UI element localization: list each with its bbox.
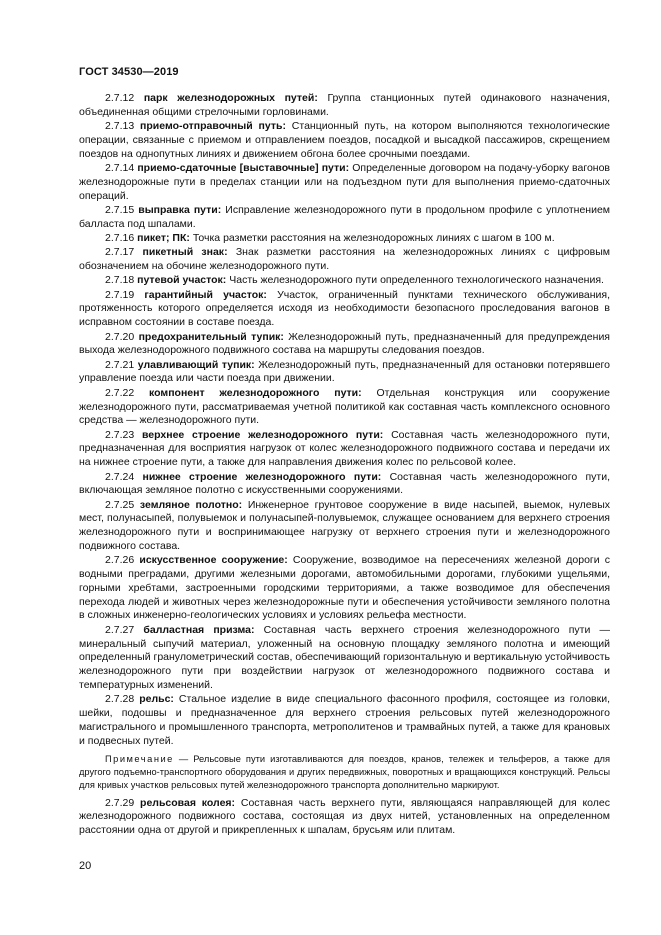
term-number: 2.7.21 xyxy=(105,358,135,371)
note-text: Рельсовые пути изготавливаются для поездов, кранов, тележек и тельферов, а также для другого подъемно-транспортного оборудования и других передвижных, поворотных и вращающихся конструкций. Рельсы для кривых участков рельсовых путей железнодорожного транспорта дополнительно маркируют. xyxy=(79,754,610,790)
term-number: 2.7.22 xyxy=(105,386,135,399)
term-number: 2.7.19 xyxy=(105,288,135,301)
term-definition: Составная часть железнодорожного пути, включающая земляное полотно с искусственными сооружениями. xyxy=(79,470,611,497)
term-entry xyxy=(79,624,610,693)
term-number: 2.7.29 xyxy=(105,796,135,809)
term-title: улавливающий тупик: xyxy=(137,358,255,371)
term-entry xyxy=(79,331,610,359)
page-number: 20 xyxy=(79,860,92,872)
term-definition: Сооружение, возводимое на пересечениях железной дороги с водными преградами, другими железными дорогами, автомобильными дорогами, глубокими ущельями, горными хребтами, застроенными городскими территориями, а также возводимое для обеспечения перехода людей и животных через железнодорожные пути и обеспечения устойчивости земляного полотна в сложных инженерно-геологических условиях и условиях рельефа местности. xyxy=(79,554,611,622)
term-definition: Составная часть железнодорожного пути, предназначенная для восприятия нагрузок от колес железнодорожного подвижного состава и передачи их на нижнее строение пути, а также для направления движения колес по рельсовой колее. xyxy=(79,428,610,469)
term-entry xyxy=(79,274,610,288)
term-definition: Точка разметки расстояния на железнодорожных линиях с шагом в 100 м. xyxy=(192,231,555,244)
term-entry xyxy=(79,471,610,499)
term-title: выправка пути: xyxy=(138,203,222,216)
term-entry xyxy=(79,554,610,623)
document-body xyxy=(79,92,610,838)
term-entry xyxy=(79,120,610,161)
term-entry xyxy=(79,246,610,274)
term-title: верхнее строение железнодорожного пути: xyxy=(141,428,384,441)
term-definition: Участок, ограниченный пунктами технического обслуживания, протяженность которого определяется исходя из необходимости безопасного проследования вагонов в исправном состоянии в составе поезда. xyxy=(79,288,611,329)
term-title: искусственное сооружение: xyxy=(139,554,288,567)
term-title: балластная призма: xyxy=(143,623,255,636)
document-header: ГОСТ 34530—2019 xyxy=(79,66,179,78)
term-title: пикетный знак: xyxy=(142,246,228,259)
term-number: 2.7.20 xyxy=(105,330,135,343)
term-definition: Инженерное грунтовое сооружение в виде насыпей, выемок, нулевых мест, полунасыпей, полувыемок и полунасыпей-полувыемок, служащее основанием для верхнего строения железнодорожного пути и воспринимающее нагрузку от верхнего строения пути и железнодорожного подвижного состава. xyxy=(79,498,611,552)
term-entry xyxy=(79,387,610,428)
term-number: 2.7.26 xyxy=(105,554,135,567)
term-definition: Определенные договором на подачу-уборку вагонов железнодорожные пути в пределах станции или на подъездном пути для выполнения приемо-сдаточных операций. xyxy=(79,161,611,202)
term-definition: Железнодорожный путь, предназначенный для остановки потерявшего управление поезда или части поезда при движении. xyxy=(79,358,610,385)
term-definition: Знак разметки расстояния на железнодорожных линиях с цифровым обозначением на обочине железнодорожного пути. xyxy=(79,246,611,273)
term-entry xyxy=(79,693,610,748)
term-number: 2.7.12 xyxy=(105,92,135,104)
term-title: предохранительный тупик: xyxy=(138,330,284,343)
term-number: 2.7.16 xyxy=(105,231,135,244)
term-title: приемо-сдаточные [выставочные] пути: xyxy=(137,161,350,174)
term-number: 2.7.13 xyxy=(105,120,135,133)
term-entry xyxy=(79,92,610,120)
term-definition: Составная часть верхнего пути, являющаяся направляющей для колес железнодорожного подвижного состава, состоящая из двух нитей, установленных на определенном расстоянии одна от другой и прикрепленных к шпалам, брусьям или плитам. xyxy=(79,796,610,837)
term-title: пикет; ПК: xyxy=(137,231,190,244)
note-dash: — xyxy=(178,754,189,765)
term-definition: Станционный путь, на котором выполняются технологические операции, связанные с приемом и отправлением поездов, посадкой и высадкой пассажиров, скрещением поездов на однопутных линиях и движением обгона более срочными поездами. xyxy=(79,120,611,160)
term-title: парк железнодорожных путей: xyxy=(143,92,318,104)
term-title: рельс: xyxy=(139,693,174,706)
term-title: приемо-отправочный путь: xyxy=(140,120,286,133)
term-entry xyxy=(79,797,610,838)
term-definition: Группа станционных путей одинакового назначения, объединенная общими стрелочными горловинами. xyxy=(79,92,610,118)
term-definition: Составная часть верхнего строения железнодорожного пути — минеральный сыпучий материал, уложенный на основную площадку земляного полотна и имеющий определенный гранулометрический состав, обеспечивающий горизонтальную и вертикальную устойчивость железнодорожного пути при воздействии нагрузок от железнодорожного подвижного состава и температурных изменений. xyxy=(79,623,611,691)
term-title: путевой участок: xyxy=(137,274,227,287)
term-definition: Стальное изделие в виде специального фасонного профиля, состоящее из головки, шейки, подошвы и предназначенное для верхнего строения рельсовых путей железнодорожного магистрального и промышленного транспорта, метрополитенов и трамвайных путей, а также для крановых и подвесных путей. xyxy=(79,693,611,747)
term-number: 2.7.27 xyxy=(105,623,135,636)
term-entry xyxy=(79,499,610,554)
term-definition: Часть железнодорожного пути определенного технологического назначения. xyxy=(229,274,604,287)
term-title: рельсовая колея: xyxy=(140,796,236,809)
term-title: нижнее строение железнодорожного пути: xyxy=(142,470,382,483)
term-title: компонент железнодорожного пути: xyxy=(149,386,362,399)
term-title: гарантийный участок: xyxy=(144,288,267,301)
term-title: земляное полотно: xyxy=(139,498,243,511)
term-number: 2.7.18 xyxy=(105,274,135,287)
term-number: 2.7.17 xyxy=(105,246,135,259)
term-number: 2.7.28 xyxy=(105,693,135,706)
term-number: 2.7.25 xyxy=(105,498,135,511)
term-entry xyxy=(79,204,610,232)
term-entry xyxy=(79,289,610,330)
term-entry xyxy=(79,232,610,246)
term-entry xyxy=(79,162,610,203)
note-label: Примечание xyxy=(105,754,174,765)
term-number: 2.7.24 xyxy=(105,470,135,483)
term-definition: Отдельная конструкция или сооружение железнодорожного пути, рассматриваемая учетной политикой как составная часть комплексного основного средства — железнодорожного пути. xyxy=(79,386,610,427)
term-number: 2.7.23 xyxy=(105,428,135,441)
term-list xyxy=(79,92,610,748)
term-number: 2.7.15 xyxy=(105,203,135,216)
term-entry xyxy=(79,429,610,470)
term-definition: Исправление железнодорожного пути в продольном профиле с уплотнением балласта под шпалами. xyxy=(79,203,611,230)
note xyxy=(79,753,610,791)
term-definition: Железнодорожный путь, предназначенный для предупреждения выхода железнодорожного подвижного состава на маршруты следования поездов. xyxy=(79,330,610,357)
term-number: 2.7.14 xyxy=(105,161,135,174)
term-entry xyxy=(79,359,610,387)
